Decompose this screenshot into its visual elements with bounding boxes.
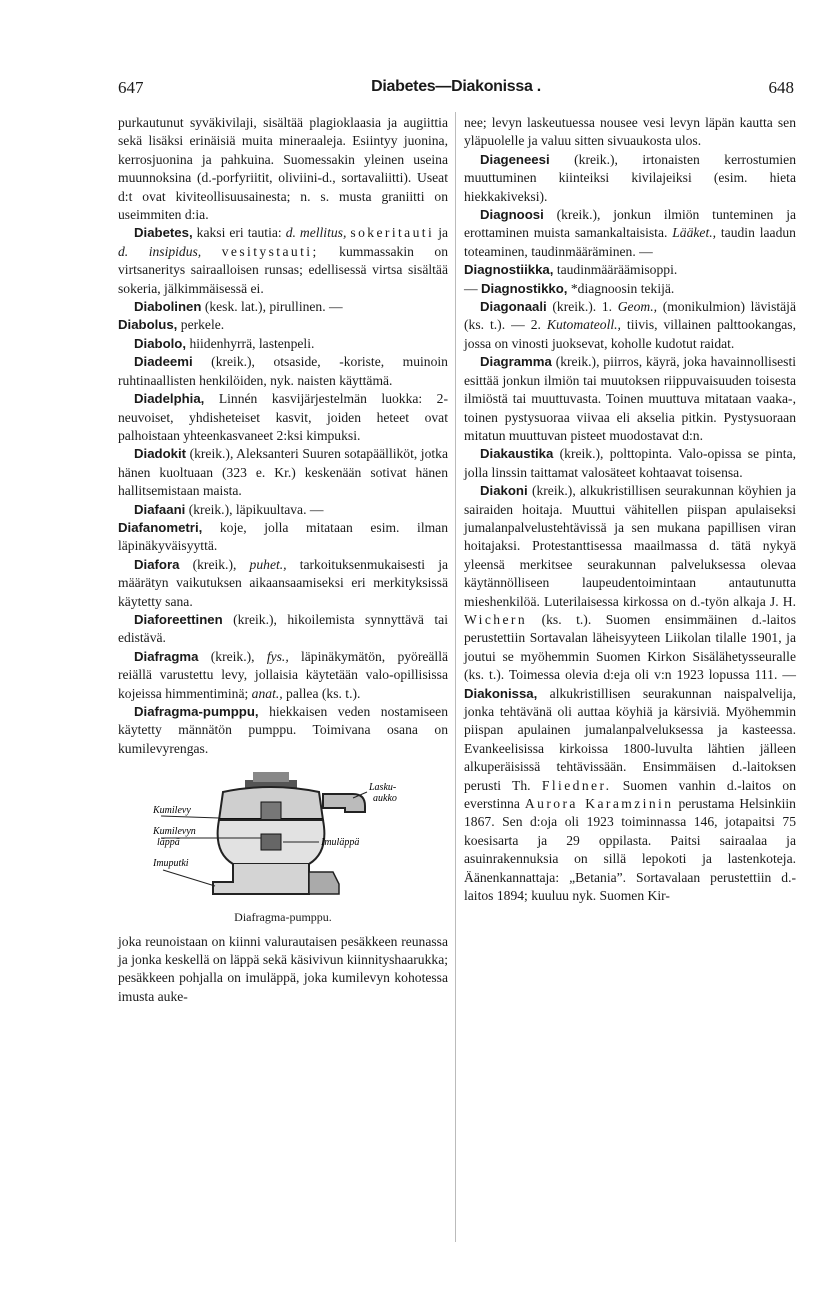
pump-base	[309, 872, 339, 894]
running-header	[118, 78, 794, 102]
suction-pipe	[213, 864, 309, 894]
column-divider	[455, 112, 456, 1242]
entry-diafora: Diafora (kreik.), puhet., tarkoituksenmukaisesti ja määrätyn vaikutuksen aikaansaamiseksi eri merkityksissä käytetty sana.	[118, 556, 449, 609]
entry-diagonaali: Diagonaali (kreik.). 1. Geom., (monikulmion) lävistäjä (ks. t.). — 2. Kutomateoll., tiivis, villainen palttookangas, jossa on vinosti juoksevat, koholle kudotut raidat.	[464, 299, 796, 351]
header-title: Diabetes—Diakonissa .	[371, 78, 541, 95]
page-number-right: 648	[768, 78, 794, 97]
figure-label-kumilevyn: Kumilevyn	[153, 826, 196, 838]
entry-term: Diakaustika	[480, 446, 554, 462]
suction-valve	[261, 834, 281, 850]
pump-figure	[118, 772, 448, 926]
entry-continuation: joka reunoistaan on kiinni valurautaisen pesäkkeen reunassa ja jonka keskellä on läppä sekä käsivivun kiinnityshaarukka; pesäkkeen pohjalla on imuläppä, joka kumilevyn kohotessa imusta auke-	[118, 933, 448, 1004]
entry-term: Diafragma-pumppu,	[134, 704, 259, 719]
entry-diakoni: Diakoni (kreik.), alkukristillisen seurakunnan köyhien ja sairaiden hoitaja. Muuttui vähitellen piispan apulaiseksi jumalanpalvelustehtävissä ja sen mukana papillisen viran hoitajaksi. Protestanttisessa maailmassa d. tätä nykyä yleensä merkitsee seurakunnan palveluksessa olevaa käytännölliseen laupeudentoimintaan antautunutta mieshenkilöä. Luterilaisessa kirkossa on d.-työn alkaja J. H. Wichern (ks. t.). Suomen ensimmäinen d.-laitos perustettiin Sortavalan läheisyyteen Liikolan tilalle 1901, ja joutui se myöhemmin Suomen Kirkon Sisälähetysseuralle (ks. t.). Toimessa olevia d:eja oli v:n 1923 lopussa 111. — Diakonissa, alkukristillisen seurakunnan naispalvelija, jonka tehtävänä oli auttaa köyhiä ja kärsiviä. Myöhemmin piispan apulainen jumalanpalveluksessa ja kasteessa. Evankeelisissa kirkoissa 1800-luvulta lähtien jälleen alkuperäisissä tehtävissään. Ensimmäisen d.-laitoksen perusti Th. Fliedner. Suomen vanhin d.-laitos on everstinna Aurora Karamzinin perustama Helsinkiin 1867. Sen d:oja oli 1923 toiminnassa 146, jotapaitsi 75 koesisarta ja 29 oppilasta. Paitsi sairaalaa ja asuinrakennuksia on sillä lepokoti ja lastenkoteja. Äänenkannattaja: „Betania”. Sortavalaan perustettiin d.-laitos 1894; kuuluu nyk. Suomen Kir-	[464, 483, 797, 904]
entry-diadeemi: Diadeemi (kreik.), otsaside, -koriste, muinoin ruhtinaallisten henkilöiden, nyk. naisten käyttämä.	[118, 354, 448, 388]
entry-diaforeettinen: Diaforeettinen (kreik.), hikoilemista synnyttävä tai edistävä.	[118, 611, 448, 646]
figure-label-imuputki: Imuputki	[153, 858, 189, 870]
entry-term: Diabolo,	[134, 335, 187, 351]
entry-term: Diafanometri,	[118, 519, 203, 535]
figure-label-kumilevy: Kumilevy	[153, 805, 191, 817]
entry-diafanometri: Diafanometri, koje, jolla mitataan esim. ilman läpinäkyväisyyttä.	[118, 519, 449, 554]
figure-label-lappa: läppä	[157, 837, 180, 849]
entry-term: Diabolus,	[118, 317, 178, 333]
entry-term: Diadelphia,	[134, 391, 205, 407]
outlet-spout	[323, 794, 365, 812]
entry-term: Diageneesi	[480, 151, 550, 167]
entry-term: Diabetes,	[134, 225, 193, 241]
entry-term: Diaforeettinen	[134, 611, 223, 627]
entry-term: Diakonissa,	[464, 685, 538, 701]
entry-continuation: purkautunut syväkivilaji, sisältää plagioklaasia ja augiittia sekä lisäksi erinäisiä muita mineraaleja. Esiintyy juonina, kerrosjuonina ja pahkuina. Suomessakin yleinen useina muunnoksina (d.-porfyriitit, oliviini-d., sortavaliitti). Useat d:t ovat kiviteollisuusainesta; n. s. musta graniitti on useimmiten d:ia.	[118, 115, 448, 223]
leader-line	[161, 816, 219, 818]
entry-term: Diagramma	[480, 354, 552, 370]
entry-term: Diafaani	[134, 501, 186, 517]
entry-term: Diakoni	[480, 483, 528, 499]
entry-diadokit: Diadokit (kreik.), Aleksanteri Suuren sotapäälliköt, jotka hänen kuoltuaan (323 e. Kr.) keskenään sotivat hänen hallitsemistaan maista.	[118, 446, 448, 499]
leader-line	[163, 870, 215, 886]
figure-label-lasku: Lasku-	[369, 782, 397, 794]
entry-term: Diagonaali	[480, 299, 547, 315]
entry-term: Diadokit	[134, 446, 187, 462]
entry-diabolus: Diabolus, perkele.	[118, 317, 225, 333]
entry-diagnoosi: Diagnoosi (kreik.), jonkun ilmiön tunteminen ja erottaminen muista samankaltaisista. Lääket., taudin laadun toteaminen, taudinmääräminen. —	[464, 207, 796, 259]
pump-illustration	[153, 772, 413, 904]
entry-diagnostikko: — Diagnostikko, *diagnoosin tekijä.	[464, 280, 675, 296]
entry-diabetes: Diabetes, kaksi eri tautia: d. mellitus, sokeritauti ja d. insipidus, vesitystauti; kummassakin on virtsaneritys sairaalloisen runsas; edellisessä virtsa sisältää sokeria, jälkimmäisessä ei.	[118, 225, 448, 296]
entry-diafaani: Diafaani (kreik.), läpikuultava. —	[134, 501, 324, 517]
entry-term: Diagnostiikka,	[464, 262, 554, 278]
entry-diageneesi: Diageneesi (kreik.), irtonaisten kerrostumien muuttuminen kiinteiksi kivilajeiksi (esim. hieta hiekkakiveksi).	[464, 151, 797, 204]
entry-term: Diagnoosi	[480, 207, 544, 223]
left-column	[118, 114, 448, 1006]
entry-diagnostiikka: Diagnostiikka, taudinmääräämisoppi.	[464, 262, 678, 278]
entry-diabolinen: Diabolinen (kesk. lat.), pirullinen. —	[134, 299, 343, 315]
entry-term: Diadeemi	[134, 354, 193, 370]
right-column	[464, 114, 796, 905]
entry-diagramma: Diagramma (kreik.), piirros, käyrä, joka havainnollisesti esittää jonkun ilmiön tai muutoksen riippuvaisuuden toisesta ilmiöstä tai muuttuvasta. Toinen muuttuva mitataan vaaka-, toinen pystysuoraa viivaa eli akselia pitkin. Pystysuoraan mitatun muuttuvan pisteet muodostavat d:n.	[464, 354, 796, 443]
entry-diafragma-pumppu: Diafragma-pumppu, hiekkaisen veden nostamiseen käytetty männätön pumppu. Toimivana osana on kumilevyrengas.	[118, 704, 448, 756]
entry-continuation: nee; levyn laskeutuessa nousee vesi levyn läpän kautta sen yläpuolelle ja valuu sitten sivuaukosta ulos.	[464, 115, 796, 149]
entry-term: Diafora	[134, 556, 180, 572]
entry-term: Diafragma	[134, 648, 199, 664]
figure-caption: Diafragma-pumppu.	[234, 910, 332, 925]
figure-label-aukko: aukko	[373, 793, 397, 805]
entry-diakaustika: Diakaustika (kreik.), polttopinta. Valo-opissa se pinta, jolla linssin taittamat valosäteet kohtaavat toisensa.	[464, 446, 796, 480]
page-number-left: 647	[118, 78, 144, 97]
entry-diafragma: Diafragma (kreik.), fys., läpinäkymätön, pyöreällä reiällä varustettu levy, jollaisia käytetään valo-opillisissa kojeissa himmentiminä; anat., pallea (ks. t.).	[118, 648, 449, 701]
entry-diabolo: Diabolo, hiidenhyrrä, lastenpeli.	[134, 335, 315, 351]
figure-label-imulappa: Imuläppä	[321, 837, 360, 849]
entry-term: Diagnostikko,	[481, 280, 568, 296]
pump-handle-fork	[253, 772, 289, 782]
entry-term: Diabolinen	[134, 299, 202, 315]
entry-diadelphia: Diadelphia, Linnén kasvijärjestelmän luokka: 2-neuvoiset, yhdisheteiset kasvit, joiden heteet ovat palhoistaan yhteenkasvaneet 2:ksi kimpuksi.	[118, 391, 448, 443]
